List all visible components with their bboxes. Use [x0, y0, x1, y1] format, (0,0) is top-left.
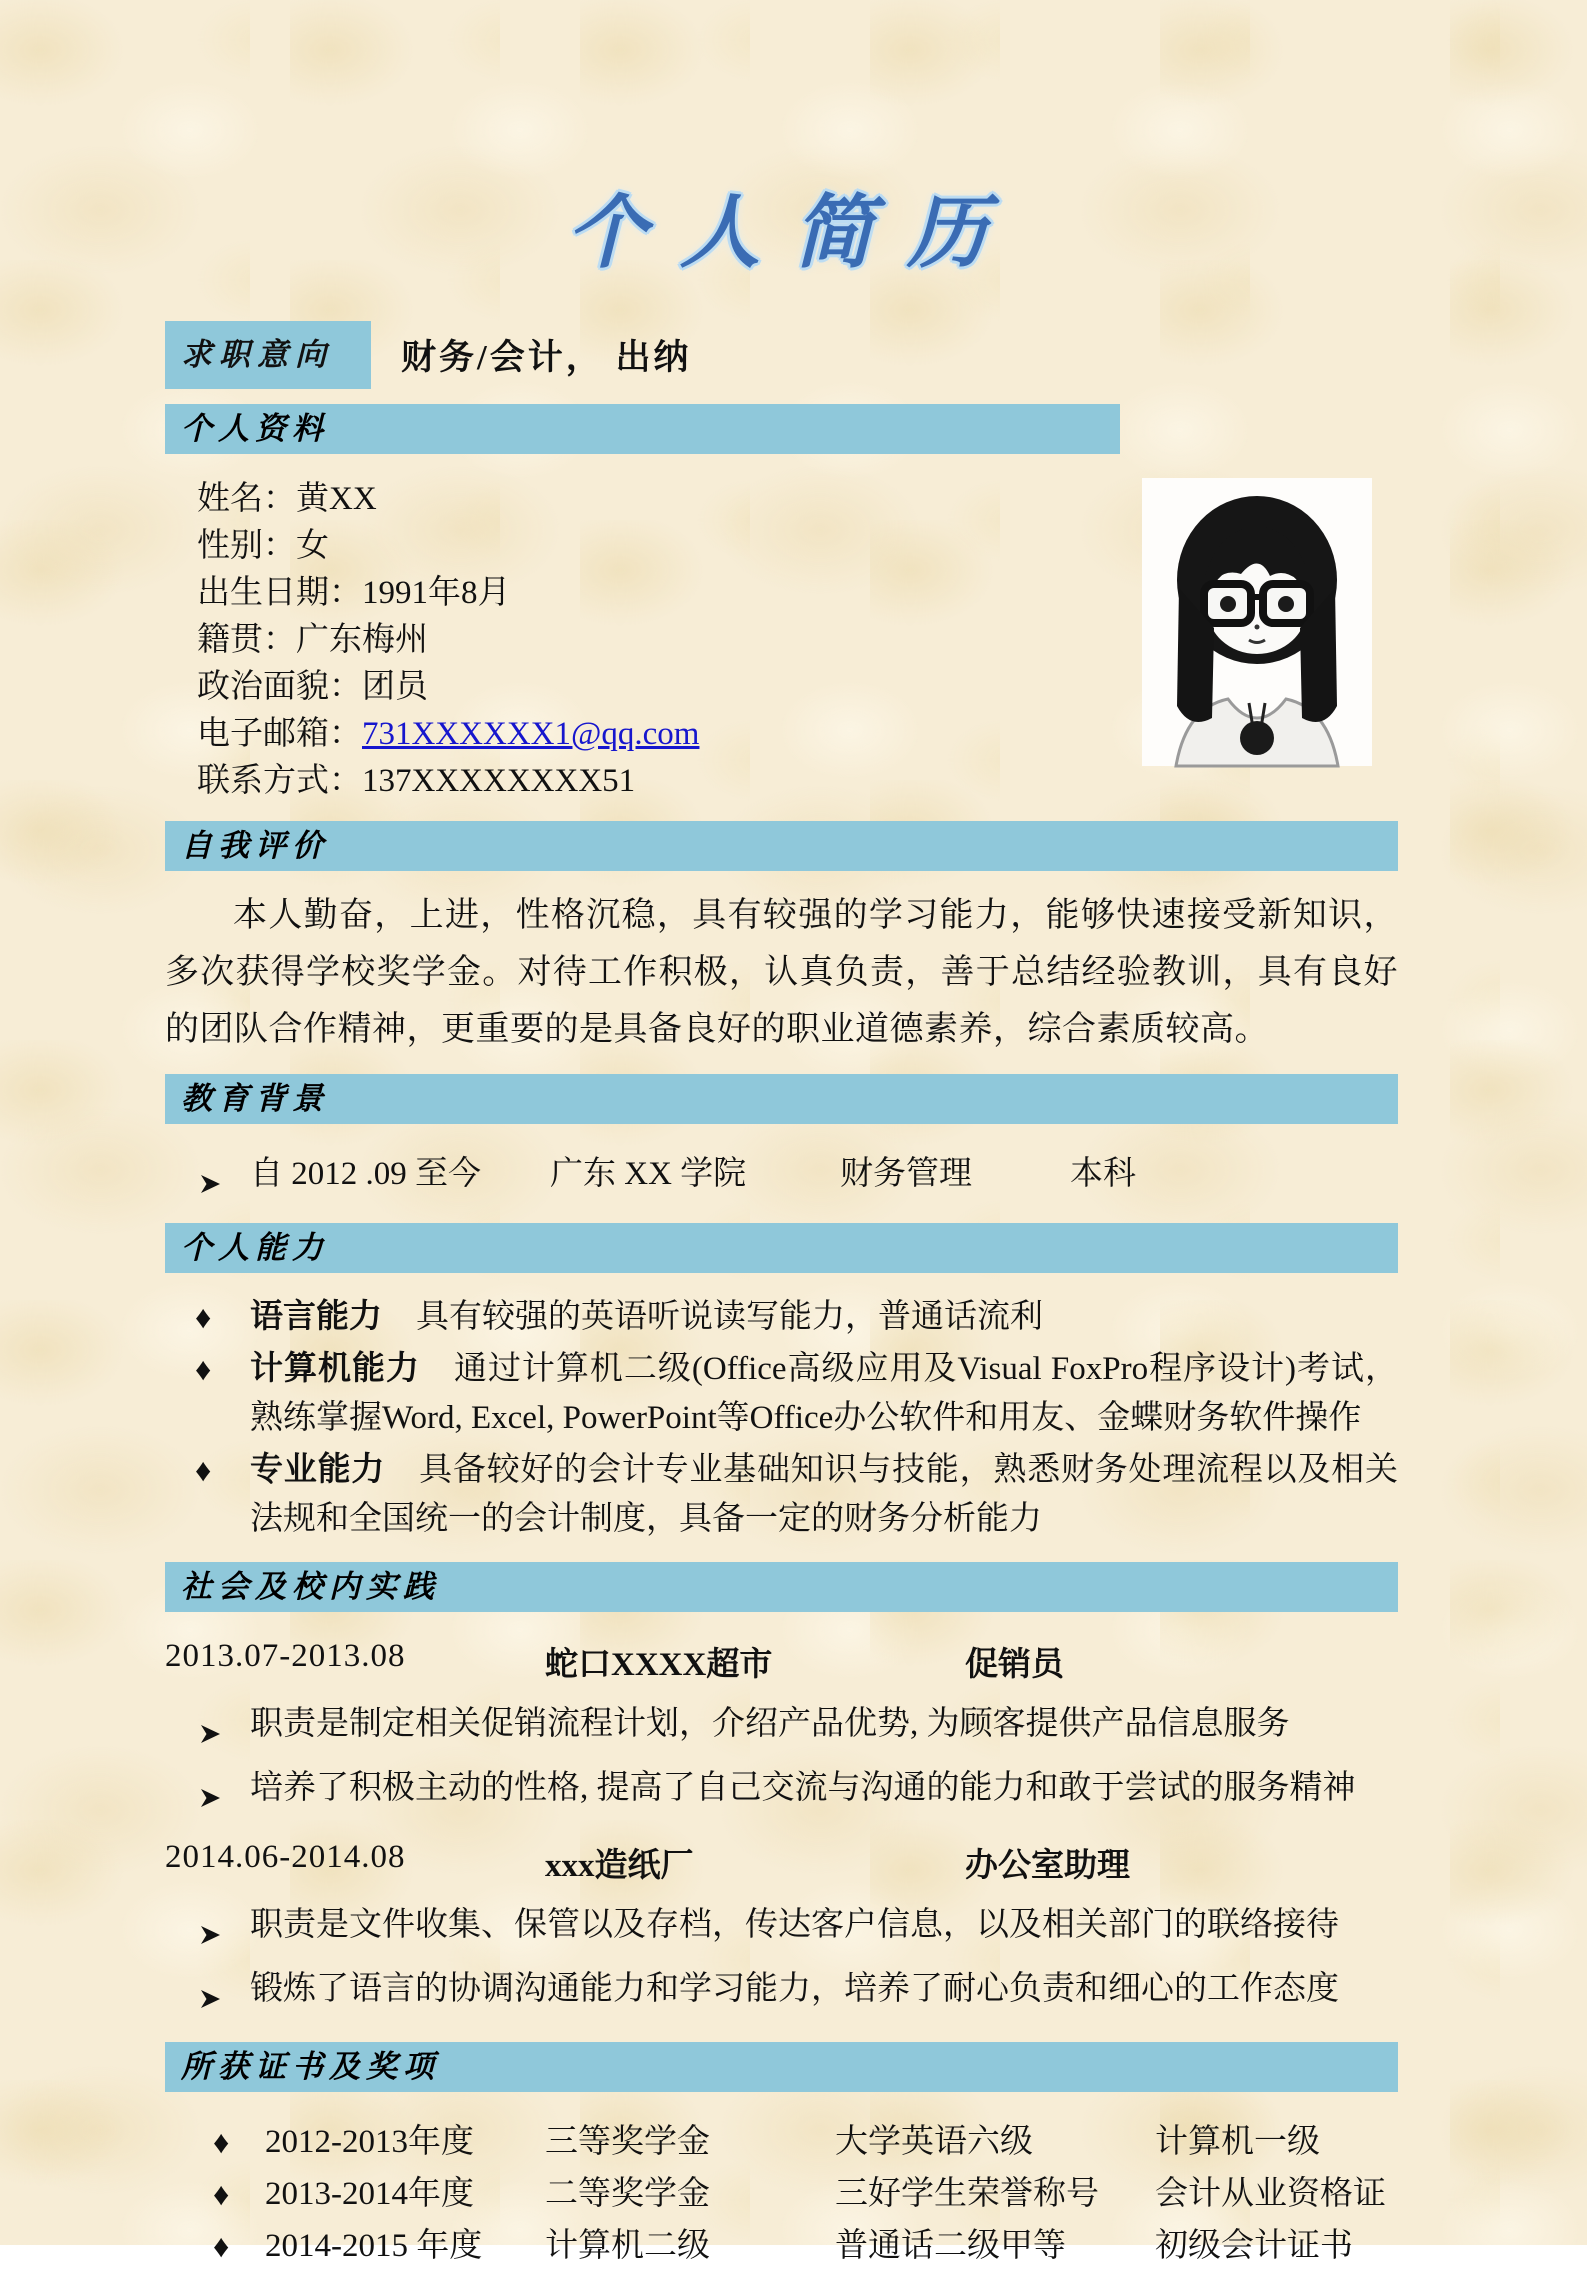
award-year: 2014-2015 年度: [265, 2228, 483, 2264]
practice-detail-text: 培养了积极主动的性格, 提高了自己交流与沟通的能力和敢于尝试的服务精神: [250, 1770, 1356, 1806]
award-row: [165, 2170, 1398, 2219]
job-period: 2014.06-2014.08: [165, 1839, 406, 1875]
arrow-bullet-icon: [198, 1776, 222, 1825]
arrow-bullet-icon: [198, 1162, 222, 1211]
award-year: 2013-2014年度: [265, 2176, 474, 2212]
ability-item-computer: [165, 1345, 1398, 1443]
job-intent-header: 求职意向: [165, 321, 371, 389]
ability-text: 通过计算机二级(Office高级应用及Visual FoxPro程序设计)考试，熟练掌握Word, Excel, PowerPoint等Office办公软件和用友、金蝶财务软件操作: [250, 1351, 1398, 1436]
email-link[interactable]: 731XXXXXX1@qq.com: [362, 716, 700, 752]
info-label: 籍贯：: [197, 622, 296, 658]
arrow-bullet-icon: [198, 1913, 222, 1962]
info-value: 团员: [362, 669, 428, 705]
award-row: [165, 2118, 1398, 2167]
practice-detail-text: 锻炼了语言的协调沟通能力和学习能力，培养了耐心负责和细心的工作态度: [250, 1971, 1339, 2007]
award-item: 普通话二级甲等: [835, 2228, 1066, 2264]
award-item: 三等奖学金: [545, 2124, 710, 2160]
info-value: 女: [296, 528, 329, 564]
practice-detail: [165, 1764, 1398, 1813]
section-header-awards: 所获证书及奖项: [165, 2042, 1398, 2092]
education-period: 自 2012 .09 至今: [250, 1156, 481, 1192]
section-header-abilities: 个人能力: [165, 1223, 1398, 1273]
arrow-bullet-icon: [198, 1977, 222, 2026]
job-intent-row: [165, 321, 1398, 389]
ability-label: 语言能力: [250, 1299, 382, 1335]
job-period: 2013.07-2013.08: [165, 1638, 406, 1674]
award-item: 三好学生荣誉称号: [835, 2176, 1099, 2212]
info-label: 政治面貌：: [197, 669, 362, 705]
award-item: 会计从业资格证: [1155, 2176, 1386, 2212]
arrow-bullet-icon: [198, 1712, 222, 1761]
section-header-education: 教育背景: [165, 1074, 1398, 1124]
info-value: 137XXXXXXXX51: [362, 763, 636, 799]
diamond-bullet-icon: ♦: [195, 1452, 212, 1488]
section-header-practice: 社会及校内实践: [165, 1562, 1398, 1612]
practice-detail-text: 职责是文件收集、保管以及存档，传达客户信息，以及相关部门的联络接待: [250, 1907, 1339, 1943]
ability-label: 计算机能力: [250, 1351, 420, 1387]
award-row: [165, 2222, 1398, 2271]
info-value: 黄XX: [296, 481, 377, 517]
job-role: 办公室助理: [965, 1848, 1130, 1884]
award-item: 初级会计证书: [1155, 2228, 1353, 2264]
info-value: 1991年8月: [362, 575, 511, 611]
job-role: 促销员: [965, 1647, 1064, 1683]
info-label: 性别：: [197, 528, 296, 564]
education-school: 广东 XX 学院: [550, 1156, 747, 1192]
education-degree: 本科: [1070, 1156, 1136, 1192]
ability-item-language: [165, 1293, 1398, 1342]
education-row: [165, 1150, 1398, 1199]
diamond-bullet-icon: ♦: [195, 1351, 212, 1387]
award-item: 计算机一级: [1155, 2124, 1320, 2160]
info-label: 联系方式：: [197, 763, 362, 799]
diamond-bullet-icon: ♦: [213, 2176, 230, 2212]
practice-detail: [165, 1901, 1398, 1950]
info-label: 姓名：: [197, 481, 296, 517]
practice-detail: [165, 1965, 1398, 2014]
info-label: 电子邮箱：: [197, 716, 362, 752]
practice-job-header: [165, 1839, 1398, 1886]
education-major: 财务管理: [840, 1156, 972, 1192]
ability-item-professional: [165, 1446, 1398, 1544]
awards-list: [165, 2118, 1398, 2271]
page-title: 个人简历: [566, 190, 1021, 278]
ability-text: 具备较好的会计专业基础知识与技能，熟悉财务处理流程以及相关法规和全国统一的会计制度，具备一定的财务分析能力: [250, 1452, 1398, 1537]
job-organization: 蛇口XXXX超市: [545, 1647, 773, 1683]
practice-detail-text: 职责是制定相关促销流程计划，介绍产品优势, 为顾客提供产品信息服务: [250, 1706, 1290, 1742]
section-header-personal-info: 个人资料: [165, 404, 1120, 454]
section-header-self-evaluation: 自我评价: [165, 821, 1398, 871]
award-item: 二等奖学金: [545, 2176, 710, 2212]
award-year: 2012-2013年度: [265, 2124, 474, 2160]
diamond-bullet-icon: ♦: [213, 2124, 230, 2160]
diamond-bullet-icon: ♦: [213, 2228, 230, 2264]
profile-photo: [1142, 478, 1372, 766]
info-label: 出生日期：: [197, 575, 362, 611]
practice-detail: [165, 1700, 1398, 1749]
job-organization: xxx造纸厂: [545, 1848, 694, 1884]
info-value: 广东梅州: [296, 622, 428, 658]
practice-job-header: [165, 1638, 1398, 1685]
self-evaluation-text: 本人勤奋，上进，性格沉稳，具有较强的学习能力，能够快速接受新知识，多次获得学校奖学金。对待工作积极，认真负责，善于总结经验教训，具有良好的团队合作精神，更重要的是具备良好的职业道德素养，综合素质较高。: [165, 897, 1398, 1048]
job-intent-value: 财务/会计， 出纳: [401, 338, 692, 377]
award-item: 计算机二级: [545, 2228, 710, 2264]
diamond-bullet-icon: ♦: [195, 1299, 212, 1335]
ability-label: 专业能力: [250, 1452, 386, 1488]
ability-text: 具有较强的英语听说读写能力，普通话流利: [416, 1299, 1043, 1335]
award-item: 大学英语六级: [835, 2124, 1033, 2160]
